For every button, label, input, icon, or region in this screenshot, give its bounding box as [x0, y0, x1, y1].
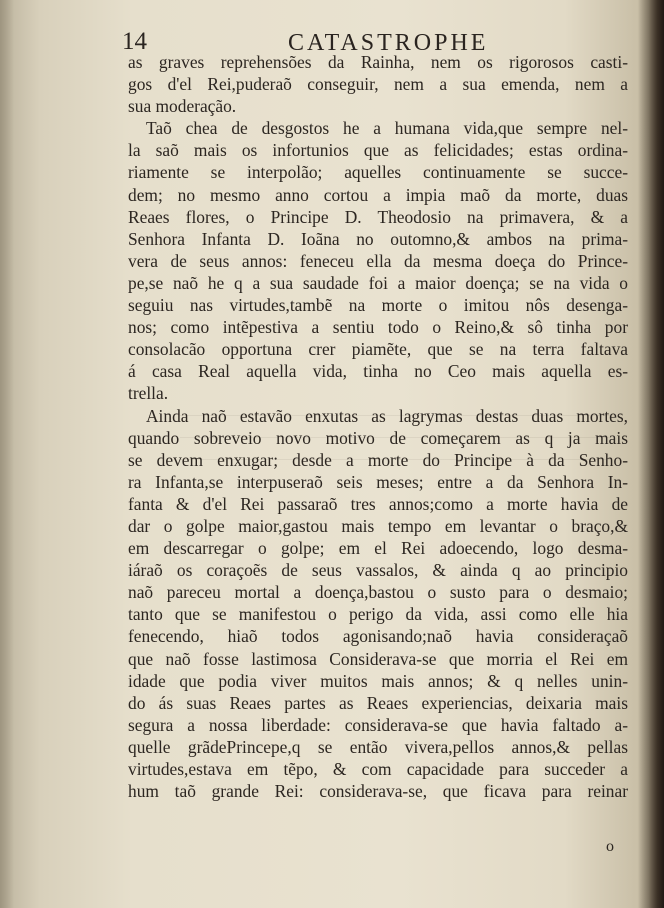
text-line: fenecendo, hiaõ todos agonisando;naõ havia consideraçaõ	[128, 626, 628, 647]
text-line: dar o golpe maior,gastou mais tempo em levantar o braço,&	[128, 515, 628, 536]
text-line: Senhora Infanta D. Ioãna no outomno,& ambos na prima-	[128, 228, 628, 249]
text-line: que naõ fosse lastimosa Considerava-se que morria el Rei em	[128, 648, 628, 669]
text-line: hum taõ grande Rei: considerava-se, que ficava para reinar	[128, 781, 628, 802]
text-line: riamente se interpolão; aquelles continuamente se succe-	[128, 162, 628, 183]
text-line: consolacão opportuna crer piamẽte, que se na terra faltava	[128, 339, 628, 360]
text-line: Taõ chea de desgostos he a humana vida,que sempre nel-	[146, 118, 628, 139]
text-line: á casa Real aquella vida, tinha no Ceo mais aquella es-	[128, 361, 628, 382]
text-line: do ás suas Reaes partes as Reaes experiencias, deixaria mais	[128, 692, 628, 713]
text-line: pe,se naõ he q a sua saudade foi a maior doença; se na vida o	[128, 272, 628, 293]
text-line: naõ pareceu mortal a doença,bastou o susto para o desmaio;	[128, 582, 628, 603]
text-line: la saõ mais os infortunios que as felicidades; estas ordina-	[128, 140, 628, 161]
text-line: segura a nossa liberdade: considerava-se que havia faltado a-	[128, 714, 628, 735]
text-line: gos d'el Rei,puderaõ conseguir, nem a sua emenda, nem a	[128, 74, 628, 95]
text-line: ra Infanta,se interpuseraõ seis meses; entre a da Senhora In-	[128, 471, 628, 492]
text-line: iáraõ os coraçoẽs de seus vassalos, & ainda q ao principio	[128, 560, 628, 581]
text-line: seguiu nas virtudes,tambẽ na morte o imitou nôs desenga-	[128, 295, 628, 316]
text-line: as graves reprehensões da Rainha, nem os rigorosos casti-	[128, 52, 628, 72]
text-line: virtudes,estava em tẽpo, & com capacidade para succeder a	[128, 759, 628, 779]
text-line: se devem enxugar; desde a morte do Principe à da Senho-	[128, 449, 628, 470]
text-line: dem; no mesmo anno cortou a impia maõ da morte, duas	[128, 184, 628, 205]
book-spine-shadow	[638, 0, 664, 908]
body-text	[128, 51, 628, 802]
text-line: fanta & d'el Rei passaraõ tres annos;como a morte havia de	[128, 493, 628, 514]
text-line: quelle grãdePrincepe,q se então vivera,pellos annos,& pellas	[128, 736, 628, 757]
catchword: o	[606, 838, 614, 855]
text-line: Ainda naõ estavão enxutas as lagrymas destas duas mortes,	[146, 405, 628, 426]
page-number: 14	[122, 28, 147, 55]
text-line: quando sobreveio novo motivo de começarem as q ja mais	[128, 427, 628, 448]
running-head: CATASTROPHE	[288, 30, 489, 56]
text-line: em descarregar o golpe; em el Rei adoecendo, logo desma-	[128, 538, 628, 559]
text-line: tanto que se manifestou o perigo da vida, assi como elle hia	[128, 604, 628, 625]
text-line: nos; como intẽpestiva a sentiu todo o Reino,& sô tinha por	[128, 317, 628, 338]
text-line: sua moderação.	[128, 96, 237, 117]
text-line: idade que podia viver muitos mais annos; & q nelles unin-	[128, 670, 628, 691]
text-line: trella.	[128, 383, 169, 404]
page-left-edge-shadow	[0, 0, 14, 908]
text-line: Reaes flores, o Principe D. Theodosio na primavera, & a	[128, 206, 628, 227]
text-line: vera de seus annos: feneceu ella da mesma doeça do Prince-	[128, 250, 628, 271]
